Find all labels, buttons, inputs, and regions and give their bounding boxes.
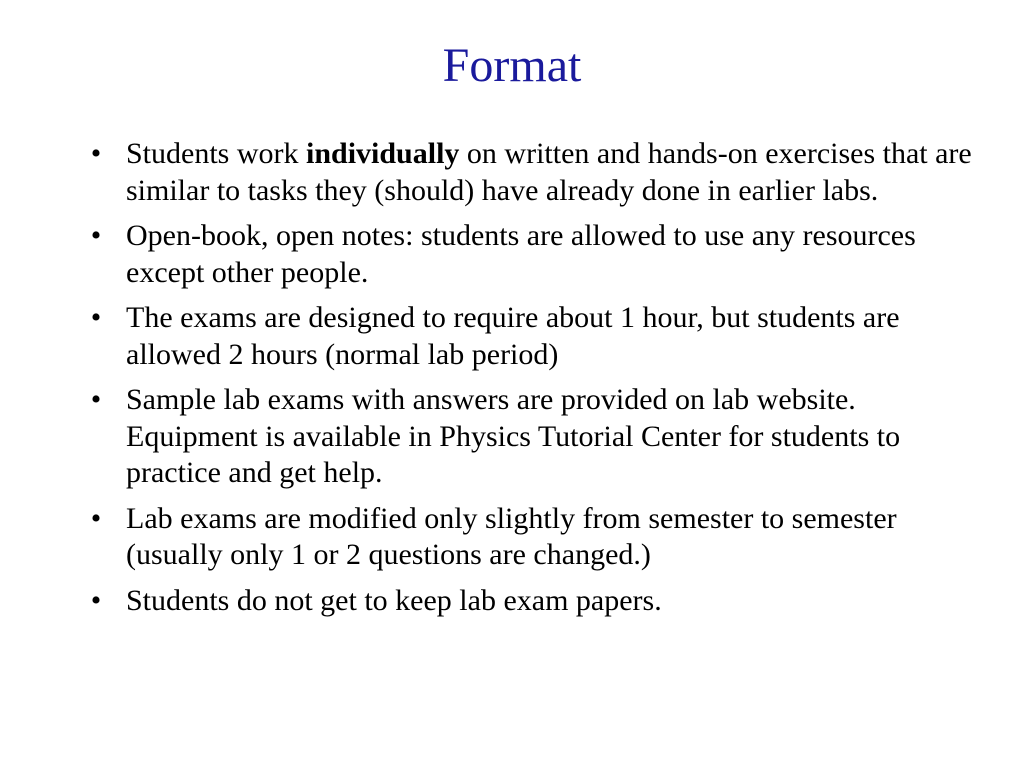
bullet-text-1-before: Students work [126,137,306,170]
bullet-text-1-emphasis: individually [306,137,460,170]
bullet-icon: • [90,383,102,416]
bullet-item-3 [78,300,978,373]
bullet-list [78,136,978,628]
bullet-item-6 [78,583,978,620]
bullet-text-1-after: on written and hands-on exercises that are similar to tasks they (should) have already done in earlier labs. [126,137,972,207]
bullet-item-2 [78,218,978,291]
bullet-text-2: Open-book, open notes: students are allowed to use any resources except other people. [126,219,916,289]
bullet-icon: • [90,583,102,617]
bullet-icon: • [90,501,102,535]
bullet-icon: • [90,219,102,252]
bullet-icon: • [90,137,102,170]
bullet-item-1 [78,136,978,209]
bullet-item-5 [78,501,978,574]
slide-title: Format [442,39,582,92]
bullet-text-4: Sample lab exams with answers are provided on lab website. Equipment is available in Physics Tutorial Center for students to practice and get help. [126,383,901,489]
bullet-text-1 [126,137,972,207]
bullet-text-6: Students do not get to keep lab exam papers. [126,583,662,617]
bullet-text-3: The exams are designed to require about 1 hour, but students are allowed 2 hours (normal lab period) [126,301,900,371]
bullet-item-4 [78,382,978,492]
bullet-icon: • [90,301,102,334]
bullet-text-5: Lab exams are modified only slightly from semester to semester (usually only 1 or 2 questions are changed.) [126,501,897,571]
